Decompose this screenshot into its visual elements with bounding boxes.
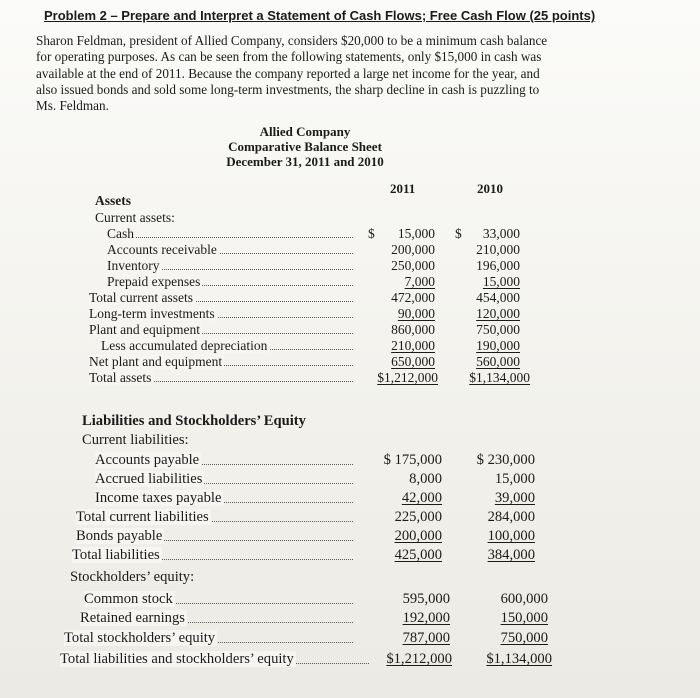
value-2011: $1,212,000 [377, 370, 438, 385]
value-2010: 33,000 [482, 226, 520, 241]
intro-line: also issued bonds and sold some long-term investments, the sharp decline in cash is puzzling to [36, 81, 540, 97]
table-row [0, 509, 700, 528]
value-2010: 384,000 [487, 547, 535, 563]
table-row [0, 471, 700, 490]
row-label: Bonds payable [76, 528, 353, 545]
equity-heading: Stockholders’ equity: [70, 569, 195, 585]
table-row [0, 370, 700, 387]
value-2010: $1,134,000 [469, 370, 530, 385]
table-row [0, 354, 700, 371]
row-label: Accrued liabilities [95, 471, 353, 488]
problem-title: Problem 2 – Prepare and Interpret a Statement of Cash Flows; Free Cash Flow (25 points) [44, 8, 596, 23]
table-row [0, 274, 700, 291]
value-2011: 250,000 [391, 258, 435, 273]
table-row [0, 322, 700, 339]
current-liabilities-heading: Current liabilities: [82, 432, 189, 448]
table-row [0, 290, 700, 307]
row-label: Cash [107, 226, 353, 242]
value-2011: 787,000 [402, 630, 450, 646]
value-2010: 560,000 [476, 354, 520, 369]
intro-line: Sharon Feldman, president of Allied Company, considers $20,000 to be a minimum cash balance [36, 33, 548, 48]
table-row [0, 610, 700, 629]
value-2011: 90,000 [397, 306, 435, 321]
value-2010: $1,134,000 [486, 651, 552, 667]
value-2011: 8,000 [409, 471, 442, 487]
table-row [0, 226, 700, 243]
table-row [0, 591, 700, 610]
table-row [0, 242, 700, 259]
row-label: Less accumulated depreciation [101, 338, 353, 354]
column-header-2010: 2010 [477, 181, 503, 196]
table-row [0, 306, 700, 323]
value-2010: 750,000 [476, 322, 520, 337]
value-2011: 200,000 [394, 528, 442, 544]
company-name: Allied Company [259, 124, 351, 139]
column-header-2011: 2011 [390, 181, 416, 196]
dollar-sign: $ [455, 226, 462, 241]
value-2011: 472,000 [391, 290, 435, 305]
value-2011: 42,000 [401, 490, 442, 506]
value-2011: 210,000 [391, 338, 435, 353]
row-label: Total liabilities and stockholders’ equity [60, 651, 369, 668]
row-label: Total current liabilities [76, 509, 353, 526]
intro-paragraph [36, 33, 621, 114]
table-row [0, 528, 700, 547]
row-label: Accounts receivable [107, 242, 353, 258]
value-2011: $1,212,000 [386, 651, 452, 667]
assets-heading: Assets [95, 193, 131, 208]
value-2010: 210,000 [476, 242, 520, 257]
row-label: Long-term investments [89, 306, 353, 322]
row-label: Total stockholders’ equity [64, 630, 353, 647]
statement-name: Comparative Balance Sheet [228, 139, 382, 154]
row-label: Accounts payable [95, 452, 353, 469]
value-2011: 225,000 [394, 509, 442, 525]
table-row [0, 452, 700, 471]
row-label: Plant and equipment [89, 322, 353, 338]
table-row [0, 258, 700, 275]
value-2010: 600,000 [500, 591, 548, 607]
table-row [0, 547, 700, 566]
value-2010: 100,000 [487, 528, 535, 544]
value-2010: 15,000 [494, 471, 535, 487]
row-label: Total assets [89, 370, 353, 386]
row-label: Prepaid expenses [107, 274, 353, 290]
value-2010: 750,000 [500, 630, 548, 646]
value-2010: 39,000 [494, 490, 535, 506]
table-row [0, 651, 700, 670]
value-2010: 190,000 [476, 338, 520, 353]
table-row [0, 630, 700, 649]
value-2011: 7,000 [404, 274, 435, 289]
value-2011: 200,000 [391, 242, 435, 257]
value-2010: 120,000 [476, 306, 520, 321]
value-2011: 15,000 [397, 226, 435, 241]
table-row [0, 490, 700, 509]
dollar-sign: $ [368, 226, 375, 241]
value-2010: 196,000 [476, 258, 520, 273]
row-label: Income taxes payable [95, 490, 353, 507]
row-label: Total liabilities [72, 547, 353, 564]
statement-date: December 31, 2011 and 2010 [226, 154, 384, 169]
row-label: Net plant and equipment [89, 354, 353, 370]
value-2010: 284,000 [487, 509, 535, 525]
intro-line: available at the end of 2011. Because the company reported a large net income for the year, and [36, 65, 540, 81]
table-row [0, 338, 700, 355]
intro-line: Ms. Feldman. [36, 98, 109, 114]
row-label: Common stock [84, 591, 353, 608]
value-2011: 650,000 [391, 354, 435, 369]
value-2010: 454,000 [476, 290, 520, 305]
value-2010: $ 230,000 [476, 452, 535, 468]
value-2011: 192,000 [402, 610, 450, 626]
liabilities-heading: Liabilities and Stockholders’ Equity [82, 413, 306, 429]
intro-line: for operating purposes. As can be seen from the following statements, only $15,000 in cash was [36, 49, 542, 65]
value-2011: 425,000 [394, 547, 442, 563]
row-label: Retained earnings [80, 610, 353, 627]
current-assets-heading: Current assets: [95, 210, 175, 225]
row-label: Total current assets [89, 290, 353, 306]
value-2011: $ 175,000 [383, 452, 442, 468]
value-2010: 150,000 [500, 610, 548, 626]
value-2010: 15,000 [482, 274, 520, 289]
value-2011: 860,000 [391, 322, 435, 337]
value-2011: 595,000 [402, 591, 450, 607]
row-label: Inventory [107, 258, 353, 274]
